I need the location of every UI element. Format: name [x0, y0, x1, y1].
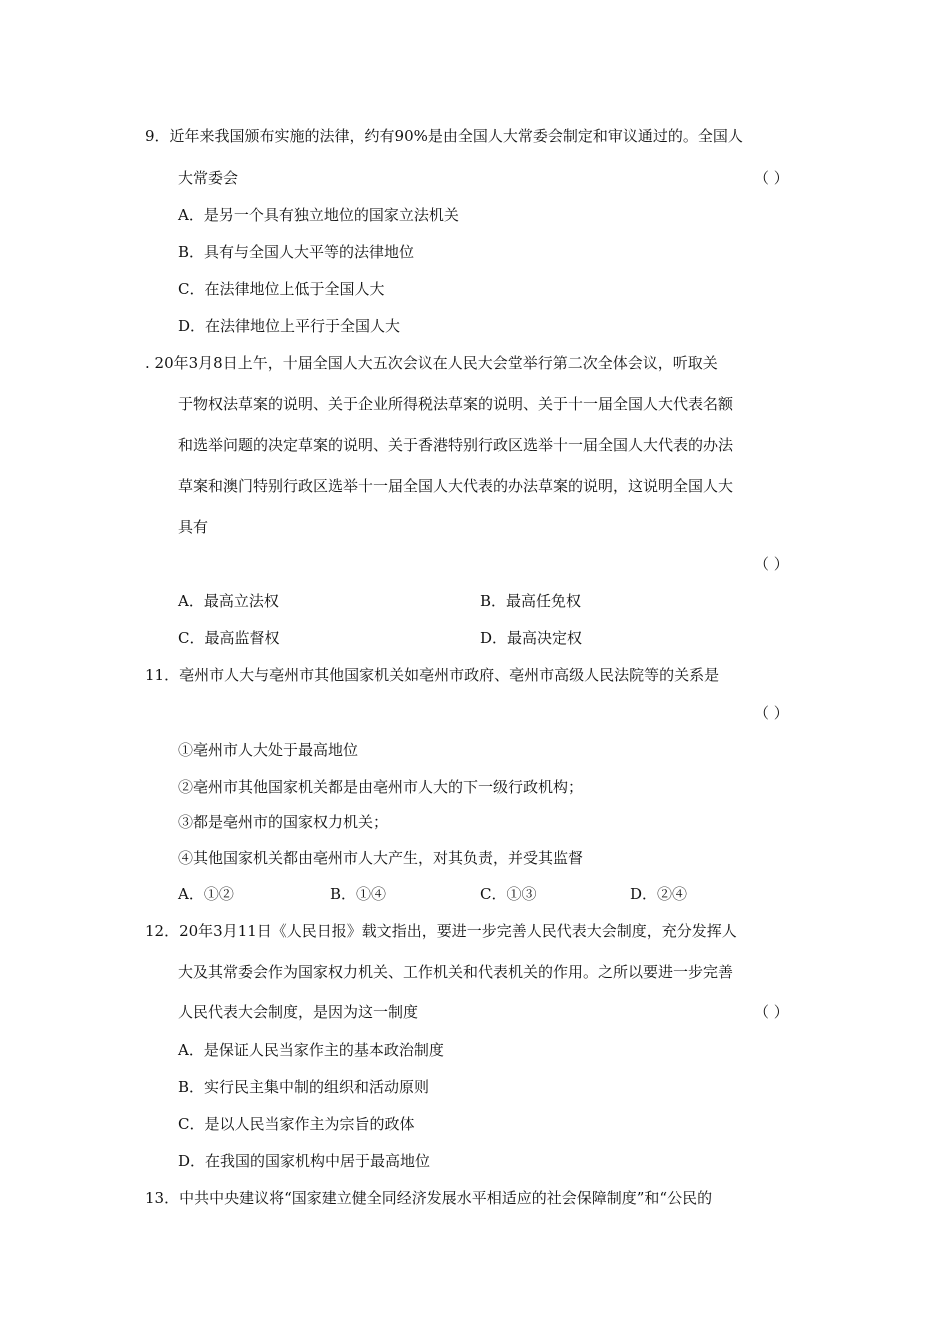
q10-option-c: C．最高监督权 [178, 629, 280, 647]
q9-option-b: B．具有与全国人大平等的法律地位 [178, 243, 415, 261]
q10-stem-line-2: 于物权法草案的说明、关于企业所得税法草案的说明、关于十一届全国人大代表名额 [178, 395, 734, 413]
q10-stem-line-4: 草案和澳门特别行政区选举十一届全国人大代表的办法草案的说明，这说明全国人大 [178, 477, 734, 495]
q11-statement-1: ①亳州市人大处于最高地位 [178, 741, 359, 759]
q11-statement-2: ②亳州市其他国家机关都是由亳州市人大的下一级行政机构； [178, 778, 584, 796]
q11-stem-line-1: 11．亳州市人大与亳州市其他国家机关如亳州市政府、亳州市高级人民法院等的关系是 [145, 666, 720, 684]
q11-statement-4: ④其他国家机关都由亳州市人大产生，对其负责，并受其监督 [178, 849, 584, 867]
q12-option-d: D．在我国的国家机构中居于最高地位 [178, 1152, 431, 1170]
q10-answer-paren: （ ） [754, 555, 789, 573]
q9-stem-line-2: 大常委会 [178, 169, 239, 187]
q12-stem-line-1: 12．20年3月11日《人民日报》载文指出，要进一步完善人民代表大会制度，充分发挥人 [145, 922, 737, 940]
q9-stem-line-1: 9．近年来我国颁布实施的法律，约有90%是由全国人大常委会制定和审议通过的。全国人 [145, 127, 743, 145]
q11-option-d: D．②④ [630, 885, 688, 903]
q10-option-a: A．最高立法权 [178, 592, 279, 610]
q10-stem-line-1: . 20年3月8日上午，十届全国人大五次会议在人民大会堂举行第二次全体会议，听取关 [145, 354, 718, 372]
q10-stem-line-3: 和选举问题的决定草案的说明、关于香港特别行政区选举十一届全国人大代表的办法 [178, 436, 734, 454]
q11-option-c: C．①③ [480, 885, 537, 903]
q12-option-b: B．实行民主集中制的组织和活动原则 [178, 1078, 430, 1096]
q10-option-b: B．最高任免权 [480, 592, 582, 610]
q11-answer-paren: （ ） [754, 704, 789, 722]
q13-stem-line-1: 13．中共中央建议将“国家建立健全同经济发展水平相适应的社会保障制度”和“公民的 [145, 1189, 713, 1207]
q12-option-a: A．是保证人民当家作主的基本政治制度 [178, 1041, 444, 1059]
q9-option-c: C．在法律地位上低于全国人大 [178, 280, 385, 298]
q10-option-d: D．最高决定权 [480, 629, 583, 647]
q9-option-a: A．是另一个具有独立地位的国家立法机关 [178, 206, 459, 224]
q10-stem-line-5: 具有 [178, 518, 209, 536]
q12-option-c: C．是以人民当家作主为宗旨的政体 [178, 1115, 415, 1133]
q12-stem-line-3: 人民代表大会制度，是因为这一制度 [178, 1003, 419, 1021]
q9-answer-paren: （ ） [754, 169, 789, 187]
q11-statement-3: ③都是亳州市的国家权力机关； [178, 813, 389, 831]
q12-answer-paren: （ ） [754, 1003, 789, 1021]
q11-option-b: B．①④ [330, 885, 387, 903]
q11-option-a: A．①② [178, 885, 234, 903]
q12-stem-line-2: 大及其常委会作为国家权力机关、工作机关和代表机关的作用。之所以要进一步完善 [178, 963, 734, 981]
q9-option-d: D．在法律地位上平行于全国人大 [178, 317, 401, 335]
